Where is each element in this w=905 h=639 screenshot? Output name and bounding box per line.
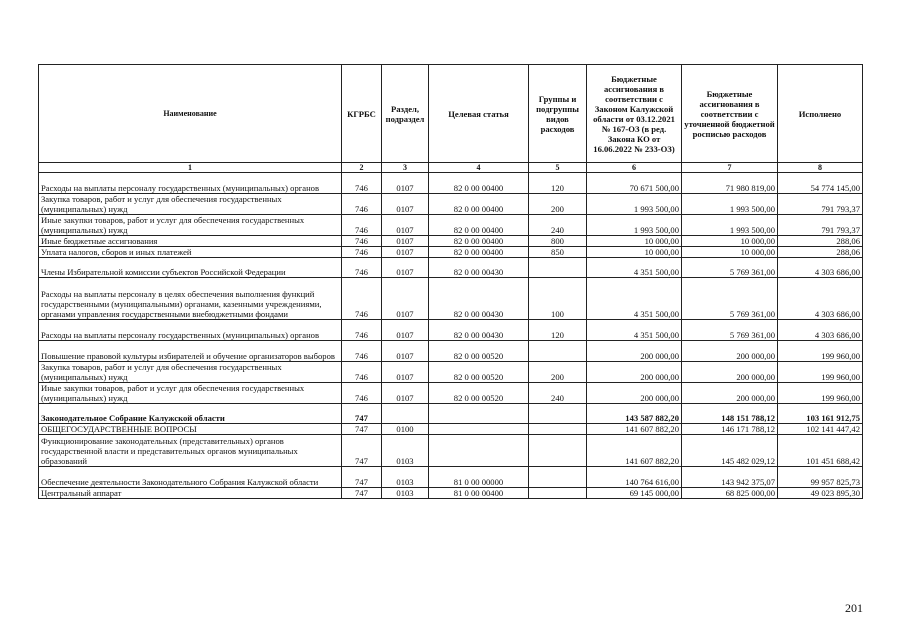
row-section: 0103 bbox=[382, 467, 429, 488]
row-kgrbs: 746 bbox=[342, 236, 382, 247]
row-kgrbs: 746 bbox=[342, 194, 382, 215]
row-law: 200 000,00 bbox=[587, 383, 682, 404]
header-section: Раздел, подраздел bbox=[382, 65, 429, 163]
row-section: 0107 bbox=[382, 258, 429, 278]
column-number: 7 bbox=[682, 163, 778, 173]
row-section bbox=[382, 404, 429, 424]
row-section: 0107 bbox=[382, 320, 429, 341]
row-refined: 1 993 500,00 bbox=[682, 215, 778, 236]
row-group bbox=[529, 341, 587, 362]
row-law: 141 607 882,20 bbox=[587, 435, 682, 467]
row-group: 120 bbox=[529, 320, 587, 341]
column-number: 4 bbox=[429, 163, 529, 173]
row-group: 240 bbox=[529, 215, 587, 236]
row-group: 120 bbox=[529, 173, 587, 194]
row-section: 0100 bbox=[382, 424, 429, 435]
row-group: 850 bbox=[529, 247, 587, 258]
row-executed: 791 793,37 bbox=[778, 215, 863, 236]
row-executed: 199 960,00 bbox=[778, 341, 863, 362]
column-number: 2 bbox=[342, 163, 382, 173]
row-executed: 49 023 895,30 bbox=[778, 488, 863, 499]
row-executed: 791 793,37 bbox=[778, 194, 863, 215]
row-kgrbs: 746 bbox=[342, 247, 382, 258]
row-group: 200 bbox=[529, 194, 587, 215]
row-name: Закупка товаров, работ и услуг для обеспечения государственных (муниципальных) нужд bbox=[39, 194, 342, 215]
table-row bbox=[39, 247, 863, 258]
table-row bbox=[39, 424, 863, 435]
row-executed: 99 957 825,73 bbox=[778, 467, 863, 488]
table-row bbox=[39, 362, 863, 383]
row-kgrbs: 746 bbox=[342, 320, 382, 341]
row-group bbox=[529, 424, 587, 435]
row-section: 0103 bbox=[382, 435, 429, 467]
header-groups: Группы и подгруппы видов расходов bbox=[529, 65, 587, 163]
row-group bbox=[529, 488, 587, 499]
table-row bbox=[39, 488, 863, 499]
row-kgrbs: 747 bbox=[342, 467, 382, 488]
row-law: 70 671 500,00 bbox=[587, 173, 682, 194]
row-executed: 4 303 686,00 bbox=[778, 278, 863, 320]
row-target: 82 0 00 00520 bbox=[429, 362, 529, 383]
header-kgrbs: КГРБС bbox=[342, 65, 382, 163]
row-group: 200 bbox=[529, 362, 587, 383]
row-name: Закупка товаров, работ и услуг для обеспечения государственных (муниципальных) нужд bbox=[39, 362, 342, 383]
row-law: 4 351 500,00 bbox=[587, 258, 682, 278]
row-executed: 199 960,00 bbox=[778, 362, 863, 383]
row-kgrbs: 746 bbox=[342, 362, 382, 383]
row-refined: 5 769 361,00 bbox=[682, 320, 778, 341]
row-refined: 5 769 361,00 bbox=[682, 258, 778, 278]
row-refined: 148 151 788,12 bbox=[682, 404, 778, 424]
page-number: 201 bbox=[845, 601, 863, 615]
header-row bbox=[39, 65, 863, 163]
row-law: 4 351 500,00 bbox=[587, 278, 682, 320]
column-number: 5 bbox=[529, 163, 587, 173]
row-law: 10 000,00 bbox=[587, 236, 682, 247]
header-target: Целевая статья bbox=[429, 65, 529, 163]
row-law: 200 000,00 bbox=[587, 341, 682, 362]
row-group: 100 bbox=[529, 278, 587, 320]
table-row bbox=[39, 278, 863, 320]
header-name: Наименование bbox=[39, 65, 342, 163]
row-section: 0107 bbox=[382, 173, 429, 194]
column-number: 6 bbox=[587, 163, 682, 173]
row-name: Иные закупки товаров, работ и услуг для обеспечения государственных (муниципальных) нужд bbox=[39, 215, 342, 236]
row-refined: 68 825 000,00 bbox=[682, 488, 778, 499]
row-kgrbs: 746 bbox=[342, 173, 382, 194]
header-refined: Бюджетные ассигнования в соответствии с уточненной бюджетной росписью расходов bbox=[682, 65, 778, 163]
row-section: 0107 bbox=[382, 247, 429, 258]
row-group bbox=[529, 404, 587, 424]
row-name: Обеспечение деятельности Законодательного Собрания Калужской области bbox=[39, 467, 342, 488]
table-row bbox=[39, 236, 863, 247]
table-row bbox=[39, 383, 863, 404]
row-law: 200 000,00 bbox=[587, 362, 682, 383]
row-law: 140 764 616,00 bbox=[587, 467, 682, 488]
row-refined: 145 482 029,12 bbox=[682, 435, 778, 467]
row-section: 0103 bbox=[382, 488, 429, 499]
row-refined: 1 993 500,00 bbox=[682, 194, 778, 215]
table-row bbox=[39, 194, 863, 215]
row-kgrbs: 747 bbox=[342, 404, 382, 424]
row-executed: 199 960,00 bbox=[778, 383, 863, 404]
row-executed: 288,06 bbox=[778, 236, 863, 247]
row-target: 82 0 00 00430 bbox=[429, 320, 529, 341]
row-executed: 4 303 686,00 bbox=[778, 258, 863, 278]
row-section: 0107 bbox=[382, 278, 429, 320]
row-name: Повышение правовой культуры избирателей и обучение организаторов выборов bbox=[39, 341, 342, 362]
row-target: 81 0 00 00400 bbox=[429, 488, 529, 499]
row-target: 82 0 00 00430 bbox=[429, 278, 529, 320]
column-number: 1 bbox=[39, 163, 342, 173]
row-executed: 102 141 447,42 bbox=[778, 424, 863, 435]
row-target bbox=[429, 435, 529, 467]
row-name: Функционирование законодательных (представительных) органов государственной власти и представительных органов муниципальных образований bbox=[39, 435, 342, 467]
table-row bbox=[39, 320, 863, 341]
row-kgrbs: 746 bbox=[342, 341, 382, 362]
row-target: 82 0 00 00400 bbox=[429, 236, 529, 247]
column-number: 3 bbox=[382, 163, 429, 173]
row-name: Иные бюджетные ассигнования bbox=[39, 236, 342, 247]
row-target: 82 0 00 00520 bbox=[429, 383, 529, 404]
row-refined: 146 171 788,12 bbox=[682, 424, 778, 435]
row-executed: 101 451 688,42 bbox=[778, 435, 863, 467]
row-kgrbs: 747 bbox=[342, 488, 382, 499]
row-refined: 10 000,00 bbox=[682, 236, 778, 247]
row-name: Иные закупки товаров, работ и услуг для обеспечения государственных (муниципальных) нужд bbox=[39, 383, 342, 404]
row-refined: 143 942 375,07 bbox=[682, 467, 778, 488]
row-target: 81 0 00 00000 bbox=[429, 467, 529, 488]
row-group: 240 bbox=[529, 383, 587, 404]
row-executed: 54 774 145,00 bbox=[778, 173, 863, 194]
header-law: Бюджетные ассигнования в соответствии с Законом Калужской области от 03.12.2021 № 167-ОЗ (в ред. Закона КО от 16.06.2022 № 233-ОЗ) bbox=[587, 65, 682, 163]
table-row bbox=[39, 215, 863, 236]
row-name: Члены Избирательной комиссии субъектов Российской Федерации bbox=[39, 258, 342, 278]
row-target: 82 0 00 00400 bbox=[429, 173, 529, 194]
row-law: 141 607 882,20 bbox=[587, 424, 682, 435]
row-kgrbs: 746 bbox=[342, 383, 382, 404]
row-name: Законодательное Собрание Калужской области bbox=[39, 404, 342, 424]
row-name: ОБЩЕГОСУДАРСТВЕННЫЕ ВОПРОСЫ bbox=[39, 424, 342, 435]
row-kgrbs: 746 bbox=[342, 278, 382, 320]
table-row bbox=[39, 404, 863, 424]
row-section: 0107 bbox=[382, 383, 429, 404]
row-group bbox=[529, 467, 587, 488]
row-target: 82 0 00 00400 bbox=[429, 215, 529, 236]
row-refined: 5 769 361,00 bbox=[682, 278, 778, 320]
row-kgrbs: 747 bbox=[342, 435, 382, 467]
row-refined: 200 000,00 bbox=[682, 362, 778, 383]
row-section: 0107 bbox=[382, 215, 429, 236]
row-group: 800 bbox=[529, 236, 587, 247]
table-row bbox=[39, 341, 863, 362]
row-law: 69 145 000,00 bbox=[587, 488, 682, 499]
row-law: 1 993 500,00 bbox=[587, 215, 682, 236]
row-section: 0107 bbox=[382, 236, 429, 247]
column-number: 8 bbox=[778, 163, 863, 173]
row-name: Расходы на выплаты персоналу государственных (муниципальных) органов bbox=[39, 173, 342, 194]
row-executed: 4 303 686,00 bbox=[778, 320, 863, 341]
row-executed: 288,06 bbox=[778, 247, 863, 258]
row-kgrbs: 747 bbox=[342, 424, 382, 435]
row-target: 82 0 00 00400 bbox=[429, 247, 529, 258]
row-name: Расходы на выплаты персоналу государственных (муниципальных) органов bbox=[39, 320, 342, 341]
row-law: 4 351 500,00 bbox=[587, 320, 682, 341]
row-name: Уплата налогов, сборов и иных платежей bbox=[39, 247, 342, 258]
row-target: 82 0 00 00520 bbox=[429, 341, 529, 362]
row-section: 0107 bbox=[382, 362, 429, 383]
row-section: 0107 bbox=[382, 194, 429, 215]
row-group bbox=[529, 435, 587, 467]
row-executed: 103 161 912,75 bbox=[778, 404, 863, 424]
column-number-row bbox=[39, 163, 863, 173]
row-refined: 71 980 819,00 bbox=[682, 173, 778, 194]
row-section: 0107 bbox=[382, 341, 429, 362]
row-target: 82 0 00 00400 bbox=[429, 194, 529, 215]
row-refined: 200 000,00 bbox=[682, 341, 778, 362]
row-kgrbs: 746 bbox=[342, 215, 382, 236]
row-target bbox=[429, 424, 529, 435]
table-row bbox=[39, 258, 863, 278]
row-group bbox=[529, 258, 587, 278]
table-row bbox=[39, 467, 863, 488]
row-target bbox=[429, 404, 529, 424]
row-kgrbs: 746 bbox=[342, 258, 382, 278]
row-law: 1 993 500,00 bbox=[587, 194, 682, 215]
row-target: 82 0 00 00430 bbox=[429, 258, 529, 278]
header-executed: Исполнено bbox=[778, 65, 863, 163]
row-law: 10 000,00 bbox=[587, 247, 682, 258]
row-refined: 10 000,00 bbox=[682, 247, 778, 258]
budget-table bbox=[38, 64, 863, 499]
table-row bbox=[39, 173, 863, 194]
row-name: Центральный аппарат bbox=[39, 488, 342, 499]
row-name: Расходы на выплаты персоналу в целях обеспечения выполнения функций государственными (муниципальными) органами, казенными учреждениями, органами управления государственными внебюджетными фондами bbox=[39, 278, 342, 320]
row-refined: 200 000,00 bbox=[682, 383, 778, 404]
row-law: 143 587 882,20 bbox=[587, 404, 682, 424]
table-row bbox=[39, 435, 863, 467]
